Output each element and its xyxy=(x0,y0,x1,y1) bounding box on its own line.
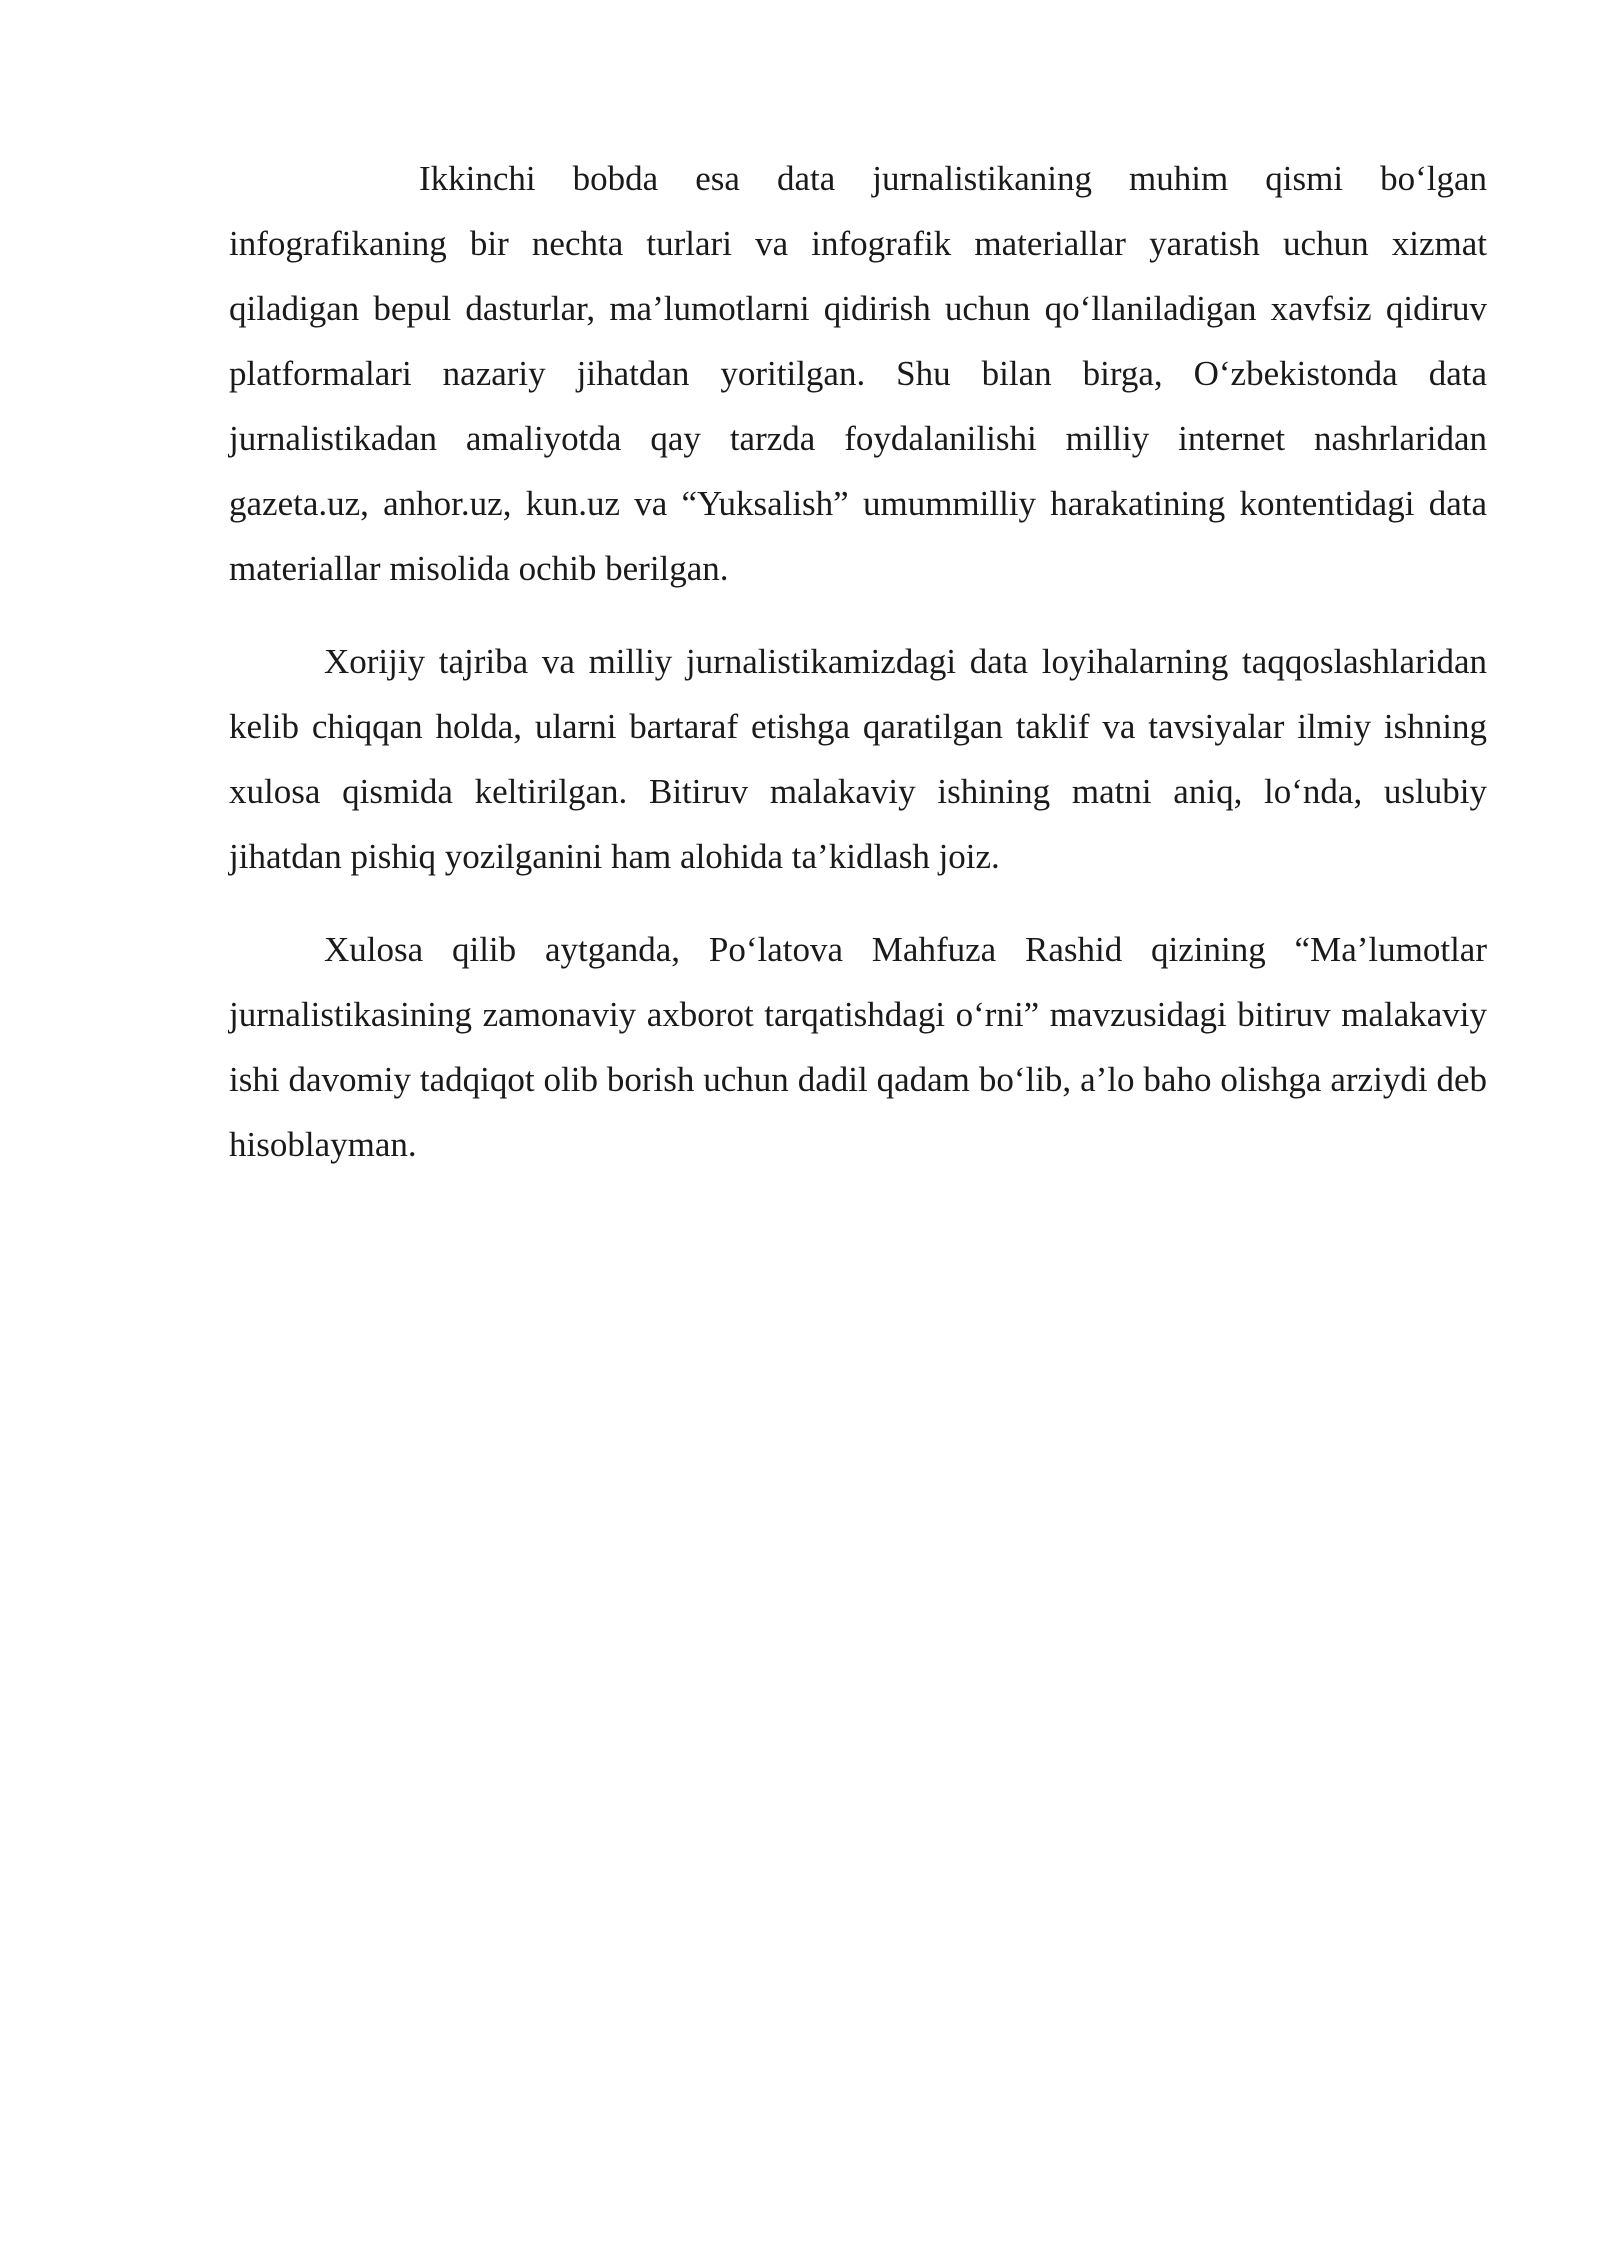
document-body xyxy=(229,146,1487,1205)
paragraph-conclusion: Xulosa qilib aytganda, Po‘latova Mahfuza Rashid qizining “Ma’lumotlar jurnalistikasining zamonaviy axborot tarqatishdagi o‘rni” mavzusidagi bitiruv malakaviy ishi davomiy tadqiqot olib borish uchun dadil qadam bo‘lib, a’lo baho olishga arziydi deb hisoblayman. xyxy=(229,930,1487,1164)
paragraph-chapter-two: Ikkinchi bobda esa data jurnalistikaning muhim qismi bo‘lgan infografikaning bir nechta turlari va infografik materiallar yaratish uchun xizmat qiladigan bepul dasturlar, ma’lumotlarni qidirish uchun qo‘llaniladigan xavfsiz qidiruv platformalari nazariy jihatdan yoritilgan. Shu bilan birga, O‘zbekistonda data jurnalistikadan amaliyotda qay tarzda foydalanilishi milliy internet nashrlaridan gazeta.uz, anhor.uz, kun.uz va “Yuksalish” umummilliy harakatining kontentidagi data materiallar misolida ochib berilgan. xyxy=(229,159,1487,588)
paragraph-recommendations: Xorijiy tajriba va milliy jurnalistikamizdagi data loyihalarning taqqoslashlaridan kelib chiqqan holda, ularni bartaraf etishga qaratilgan taklif va tavsiyalar ilmiy ishning xulosa qismida keltirilgan. Bitiruv malakaviy ishining matni aniq, lo‘nda, uslubiy jihatdan pishiq yozilganini ham alohida ta’kidlash joiz. xyxy=(229,642,1487,876)
